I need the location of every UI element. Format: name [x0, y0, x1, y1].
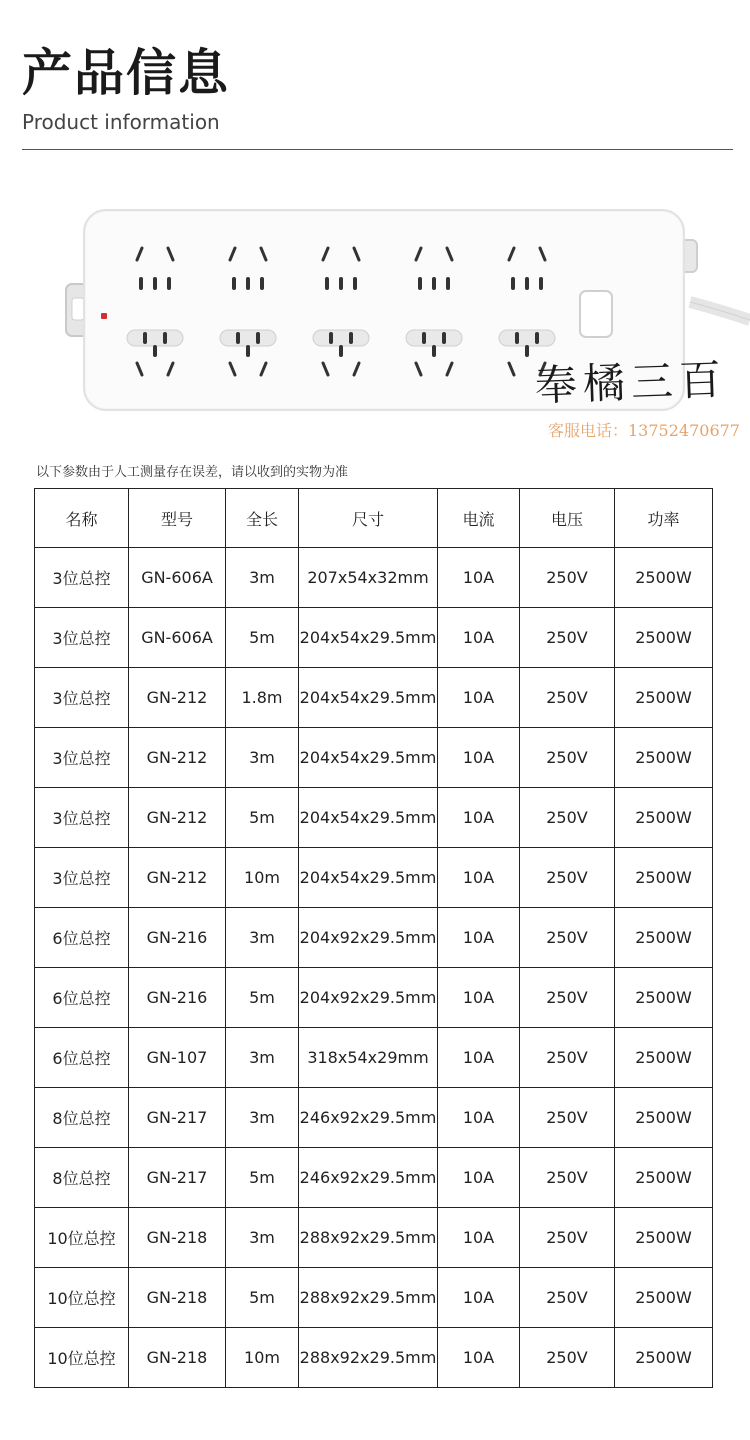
cell-name: 8位总控: [35, 1148, 129, 1208]
cell-power: 2500W: [615, 1208, 713, 1268]
header-current: 电流: [438, 489, 520, 548]
cell-name: 6位总控: [35, 908, 129, 968]
cell-voltage: 250V: [520, 608, 615, 668]
cell-size: 204x92x29.5mm: [299, 968, 438, 1028]
cell-voltage: 250V: [520, 968, 615, 1028]
cell-name: 3位总控: [35, 668, 129, 728]
cell-length: 3m: [226, 1028, 299, 1088]
cell-size: 204x92x29.5mm: [299, 908, 438, 968]
cell-current: 10A: [438, 728, 520, 788]
cell-voltage: 250V: [520, 908, 615, 968]
cell-model: GN-218: [129, 1208, 226, 1268]
table-header-row: [35, 489, 713, 548]
table-row: [35, 608, 713, 668]
cell-current: 10A: [438, 968, 520, 1028]
cell-voltage: 250V: [520, 1328, 615, 1388]
cell-model: GN-212: [129, 788, 226, 848]
cell-name: 3位总控: [35, 788, 129, 848]
table-row: [35, 1328, 713, 1388]
cell-length: 5m: [226, 1268, 299, 1328]
cell-name: 3位总控: [35, 608, 129, 668]
table-row: [35, 1088, 713, 1148]
cell-voltage: 250V: [520, 1208, 615, 1268]
cell-power: 2500W: [615, 908, 713, 968]
header-length: 全长: [226, 489, 299, 548]
cell-current: 10A: [438, 788, 520, 848]
cell-size: 204x54x29.5mm: [299, 608, 438, 668]
cell-length: 5m: [226, 788, 299, 848]
cell-name: 10位总控: [35, 1328, 129, 1388]
cell-model: GN-212: [129, 848, 226, 908]
cell-length: 10m: [226, 848, 299, 908]
cell-length: 3m: [226, 908, 299, 968]
cell-model: GN-218: [129, 1328, 226, 1388]
cell-size: 204x54x29.5mm: [299, 668, 438, 728]
table-row: [35, 668, 713, 728]
watermark-brand: 奉橘三百: [534, 354, 728, 411]
cell-length: 3m: [226, 1208, 299, 1268]
cell-model: GN-212: [129, 668, 226, 728]
cell-length: 3m: [226, 1088, 299, 1148]
cell-model: GN-216: [129, 908, 226, 968]
header-size: 尺寸: [299, 489, 438, 548]
cell-size: 246x92x29.5mm: [299, 1148, 438, 1208]
cell-current: 10A: [438, 908, 520, 968]
cell-length: 5m: [226, 968, 299, 1028]
page-subtitle: Product information: [22, 110, 220, 134]
table-row: [35, 788, 713, 848]
cell-size: 204x54x29.5mm: [299, 728, 438, 788]
cell-size: 246x92x29.5mm: [299, 1088, 438, 1148]
cell-power: 2500W: [615, 668, 713, 728]
cell-length: 5m: [226, 1148, 299, 1208]
cell-voltage: 250V: [520, 1088, 615, 1148]
spec-table: [34, 488, 713, 1388]
cell-power: 2500W: [615, 728, 713, 788]
cell-voltage: 250V: [520, 1148, 615, 1208]
cell-size: 318x54x29mm: [299, 1028, 438, 1088]
cell-current: 10A: [438, 1088, 520, 1148]
cell-name: 3位总控: [35, 548, 129, 608]
cell-voltage: 250V: [520, 548, 615, 608]
measurement-note: 以下参数由于人工测量存在误差，请以收到的实物为准: [36, 465, 349, 480]
cell-voltage: 250V: [520, 668, 615, 728]
cell-length: 1.8m: [226, 668, 299, 728]
cell-model: GN-217: [129, 1148, 226, 1208]
watermark-phone: 客服电话：13752470677: [548, 421, 740, 440]
table-row: [35, 728, 713, 788]
cell-size: 207x54x32mm: [299, 548, 438, 608]
cell-model: GN-606A: [129, 548, 226, 608]
cell-name: 3位总控: [35, 848, 129, 908]
table-row: [35, 1208, 713, 1268]
cell-size: 288x92x29.5mm: [299, 1328, 438, 1388]
cell-name: 10位总控: [35, 1268, 129, 1328]
cell-name: 8位总控: [35, 1088, 129, 1148]
cell-current: 10A: [438, 668, 520, 728]
cell-model: GN-217: [129, 1088, 226, 1148]
header-voltage: 电压: [520, 489, 615, 548]
cell-voltage: 250V: [520, 728, 615, 788]
header-power: 功率: [615, 489, 713, 548]
cell-power: 2500W: [615, 1328, 713, 1388]
cell-name: 3位总控: [35, 728, 129, 788]
cell-current: 10A: [438, 848, 520, 908]
cell-size: 204x54x29.5mm: [299, 788, 438, 848]
cell-size: 204x54x29.5mm: [299, 848, 438, 908]
cell-model: GN-218: [129, 1268, 226, 1328]
table-row: [35, 848, 713, 908]
cell-length: 10m: [226, 1328, 299, 1388]
cell-length: 3m: [226, 728, 299, 788]
cell-power: 2500W: [615, 1028, 713, 1088]
cell-model: GN-216: [129, 968, 226, 1028]
cell-length: 5m: [226, 608, 299, 668]
cell-size: 288x92x29.5mm: [299, 1268, 438, 1328]
header-model: 型号: [129, 489, 226, 548]
table-row: [35, 548, 713, 608]
cell-current: 10A: [438, 1268, 520, 1328]
cell-current: 10A: [438, 1148, 520, 1208]
title-divider: [22, 149, 733, 150]
cell-power: 2500W: [615, 1268, 713, 1328]
cell-power: 2500W: [615, 1088, 713, 1148]
cell-name: 10位总控: [35, 1208, 129, 1268]
cell-current: 10A: [438, 548, 520, 608]
header-name: 名称: [35, 489, 129, 548]
cell-current: 10A: [438, 1328, 520, 1388]
cell-voltage: 250V: [520, 848, 615, 908]
table-row: [35, 1268, 713, 1328]
table-row: [35, 908, 713, 968]
cell-size: 288x92x29.5mm: [299, 1208, 438, 1268]
page-title: 产品信息: [22, 44, 230, 102]
cell-power: 2500W: [615, 608, 713, 668]
cell-length: 3m: [226, 548, 299, 608]
cell-power: 2500W: [615, 848, 713, 908]
cell-model: GN-606A: [129, 608, 226, 668]
power-strip-image: [0, 160, 750, 460]
cell-current: 10A: [438, 1208, 520, 1268]
cell-name: 6位总控: [35, 1028, 129, 1088]
cell-power: 2500W: [615, 968, 713, 1028]
cell-power: 2500W: [615, 548, 713, 608]
cell-power: 2500W: [615, 1148, 713, 1208]
table-row: [35, 968, 713, 1028]
cell-current: 10A: [438, 1028, 520, 1088]
cell-name: 6位总控: [35, 968, 129, 1028]
cell-voltage: 250V: [520, 1028, 615, 1088]
cell-current: 10A: [438, 608, 520, 668]
table-row: [35, 1148, 713, 1208]
cell-model: GN-107: [129, 1028, 226, 1088]
cell-voltage: 250V: [520, 788, 615, 848]
cell-voltage: 250V: [520, 1268, 615, 1328]
cell-power: 2500W: [615, 788, 713, 848]
table-row: [35, 1028, 713, 1088]
cell-model: GN-212: [129, 728, 226, 788]
